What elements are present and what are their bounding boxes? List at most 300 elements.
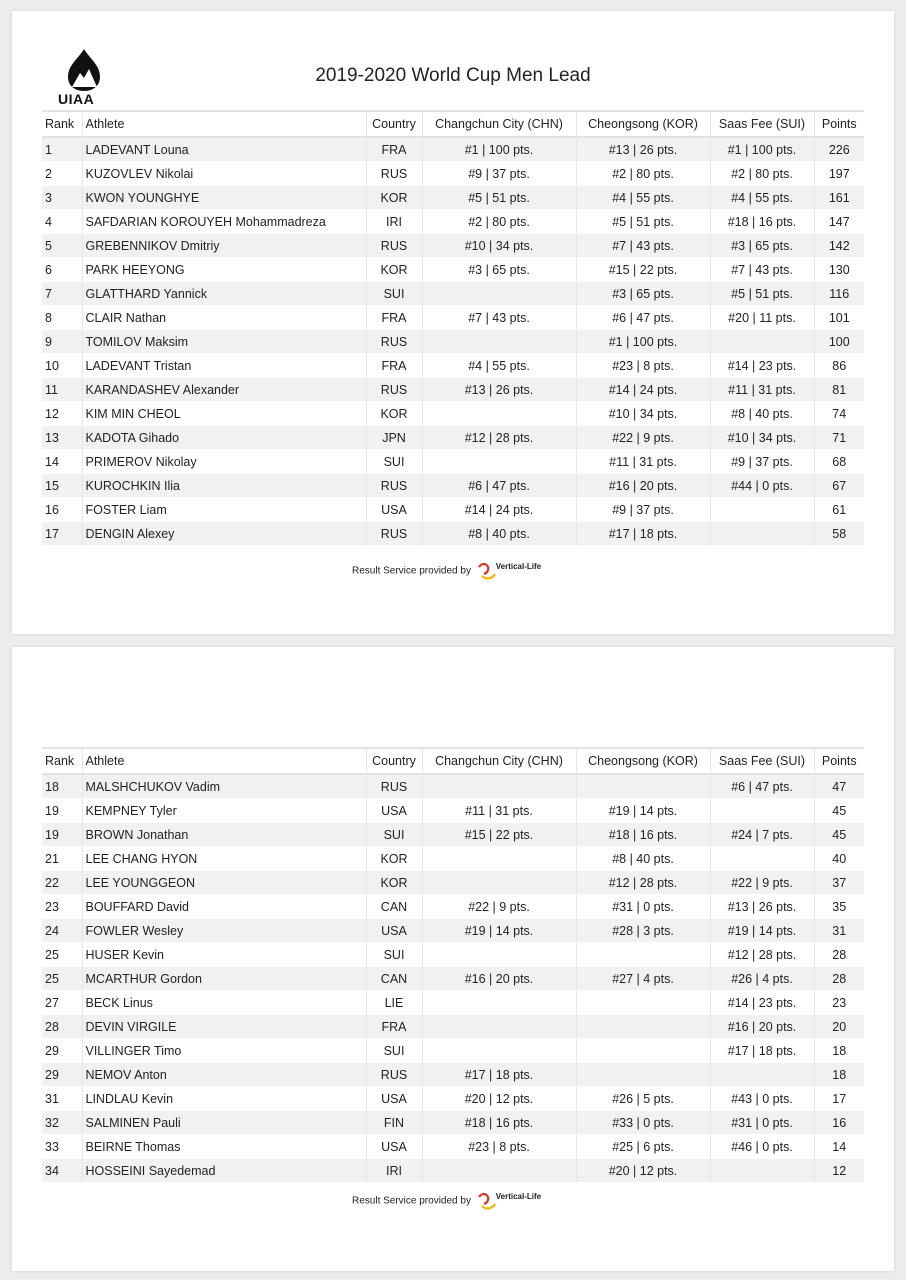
rank-cell: 25 — [42, 943, 82, 967]
changchun-result-cell: #18 | 16 pts. — [422, 1111, 576, 1135]
country-cell: SUI — [366, 943, 422, 967]
cheongsong-result-cell: #27 | 4 pts. — [576, 967, 710, 991]
table-row — [42, 282, 864, 306]
vertical-life-brand: Vertical-Life — [495, 562, 542, 571]
changchun-result-cell: #8 | 40 pts. — [422, 522, 576, 546]
table-row — [42, 919, 864, 943]
country-cell: RUS — [366, 1063, 422, 1087]
cheongsong-result-cell: #8 | 40 pts. — [576, 847, 710, 871]
saas-fee-result-cell: #1 | 100 pts. — [710, 137, 814, 162]
athlete-cell: BECK Linus — [82, 991, 366, 1015]
saas-fee-result-cell: #24 | 7 pts. — [710, 823, 814, 847]
cheongsong-result-cell: #9 | 37 pts. — [576, 498, 710, 522]
saas-fee-result-cell: #31 | 0 pts. — [710, 1111, 814, 1135]
saas-fee-result-cell: #17 | 18 pts. — [710, 1039, 814, 1063]
country-cell: FRA — [366, 1015, 422, 1039]
table-row — [42, 967, 864, 991]
footer-text: Result Service provided by — [352, 1195, 471, 1207]
country-cell: RUS — [366, 330, 422, 354]
vertical-life-logo — [476, 1191, 546, 1211]
rank-cell: 33 — [42, 1135, 82, 1159]
athlete-cell: KEMPNEY Tyler — [82, 799, 366, 823]
athlete-cell: KARANDASHEV Alexander — [82, 378, 366, 402]
changchun-result-cell: #5 | 51 pts. — [422, 186, 576, 210]
vertical-life-brand: Vertical-Life — [495, 1192, 542, 1201]
rank-cell: 2 — [42, 162, 82, 186]
results-table — [42, 110, 864, 546]
country-cell: FRA — [366, 137, 422, 162]
cheongsong-result-cell — [576, 943, 710, 967]
saas-fee-result-cell: #12 | 28 pts. — [710, 943, 814, 967]
points-cell: 45 — [814, 799, 864, 823]
athlete-cell: LEE CHANG HYON — [82, 847, 366, 871]
points-cell: 17 — [814, 1087, 864, 1111]
table-row — [42, 498, 864, 522]
saas-fee-result-cell — [710, 1159, 814, 1183]
header-cheongsong: Cheongsong (KOR) — [576, 111, 710, 137]
athlete-cell: HUSER Kevin — [82, 943, 366, 967]
rank-cell: 15 — [42, 474, 82, 498]
points-cell: 197 — [814, 162, 864, 186]
table-row — [42, 330, 864, 354]
changchun-result-cell: #10 | 34 pts. — [422, 234, 576, 258]
header-athlete: Athlete — [82, 748, 366, 774]
country-cell: RUS — [366, 522, 422, 546]
changchun-result-cell — [422, 282, 576, 306]
cheongsong-result-cell: #7 | 43 pts. — [576, 234, 710, 258]
rank-cell: 5 — [42, 234, 82, 258]
rank-cell: 21 — [42, 847, 82, 871]
table-header-row — [42, 111, 864, 137]
country-cell: USA — [366, 799, 422, 823]
points-cell: 61 — [814, 498, 864, 522]
rank-cell: 3 — [42, 186, 82, 210]
table-row — [42, 450, 864, 474]
points-cell: 100 — [814, 330, 864, 354]
changchun-result-cell: #1 | 100 pts. — [422, 137, 576, 162]
athlete-cell: KADOTA Gihado — [82, 426, 366, 450]
athlete-cell: BROWN Jonathan — [82, 823, 366, 847]
athlete-cell: MALSHCHUKOV Vadim — [82, 774, 366, 799]
country-cell: CAN — [366, 895, 422, 919]
header-country: Country — [366, 748, 422, 774]
saas-fee-result-cell — [710, 522, 814, 546]
country-cell: IRI — [366, 210, 422, 234]
country-cell: SUI — [366, 282, 422, 306]
table-row — [42, 258, 864, 282]
country-cell: FIN — [366, 1111, 422, 1135]
athlete-cell: VILLINGER Timo — [82, 1039, 366, 1063]
header-points: Points — [814, 111, 864, 137]
rank-cell: 13 — [42, 426, 82, 450]
vertical-life-icon — [476, 1191, 498, 1211]
country-cell: SUI — [366, 823, 422, 847]
athlete-cell: BOUFFARD David — [82, 895, 366, 919]
header-athlete: Athlete — [82, 111, 366, 137]
athlete-cell: KUROCHKIN Ilia — [82, 474, 366, 498]
rank-cell: 19 — [42, 823, 82, 847]
country-cell: USA — [366, 498, 422, 522]
rank-cell: 14 — [42, 450, 82, 474]
athlete-cell: LADEVANT Tristan — [82, 354, 366, 378]
athlete-cell: SALMINEN Pauli — [82, 1111, 366, 1135]
result-service-footer — [352, 561, 546, 581]
vertical-life-icon — [476, 561, 498, 581]
country-cell: RUS — [366, 774, 422, 799]
vertical-life-logo — [476, 561, 546, 581]
points-cell: 142 — [814, 234, 864, 258]
points-cell: 130 — [814, 258, 864, 282]
header-saas-fee: Saas Fee (SUI) — [710, 748, 814, 774]
changchun-result-cell — [422, 1039, 576, 1063]
athlete-cell: SAFDARIAN KOROUYEH Mohammadreza — [82, 210, 366, 234]
changchun-result-cell — [422, 847, 576, 871]
cheongsong-result-cell: #11 | 31 pts. — [576, 450, 710, 474]
saas-fee-result-cell: #3 | 65 pts. — [710, 234, 814, 258]
athlete-cell: KWON YOUNGHYE — [82, 186, 366, 210]
cheongsong-result-cell: #18 | 16 pts. — [576, 823, 710, 847]
saas-fee-result-cell: #2 | 80 pts. — [710, 162, 814, 186]
saas-fee-result-cell: #18 | 16 pts. — [710, 210, 814, 234]
cheongsong-result-cell: #5 | 51 pts. — [576, 210, 710, 234]
table-row — [42, 426, 864, 450]
cheongsong-result-cell — [576, 1039, 710, 1063]
changchun-result-cell: #7 | 43 pts. — [422, 306, 576, 330]
cheongsong-result-cell: #31 | 0 pts. — [576, 895, 710, 919]
athlete-cell: MCARTHUR Gordon — [82, 967, 366, 991]
changchun-result-cell — [422, 330, 576, 354]
points-cell: 45 — [814, 823, 864, 847]
changchun-result-cell: #2 | 80 pts. — [422, 210, 576, 234]
table-row — [42, 799, 864, 823]
points-cell: 116 — [814, 282, 864, 306]
table-row — [42, 522, 864, 546]
country-cell: USA — [366, 919, 422, 943]
saas-fee-result-cell — [710, 1063, 814, 1087]
points-cell: 31 — [814, 919, 864, 943]
athlete-cell: DENGIN Alexey — [82, 522, 366, 546]
points-cell: 58 — [814, 522, 864, 546]
changchun-result-cell: #4 | 55 pts. — [422, 354, 576, 378]
athlete-cell: LINDLAU Kevin — [82, 1087, 366, 1111]
cheongsong-result-cell: #20 | 12 pts. — [576, 1159, 710, 1183]
cheongsong-result-cell: #6 | 47 pts. — [576, 306, 710, 330]
points-cell: 14 — [814, 1135, 864, 1159]
saas-fee-result-cell: #8 | 40 pts. — [710, 402, 814, 426]
country-cell: RUS — [366, 474, 422, 498]
table-row — [42, 162, 864, 186]
cheongsong-result-cell — [576, 991, 710, 1015]
points-cell: 226 — [814, 137, 864, 162]
country-cell: FRA — [366, 306, 422, 330]
rank-cell: 32 — [42, 1111, 82, 1135]
cheongsong-result-cell: #10 | 34 pts. — [576, 402, 710, 426]
changchun-result-cell: #12 | 28 pts. — [422, 426, 576, 450]
cheongsong-result-cell: #15 | 22 pts. — [576, 258, 710, 282]
changchun-result-cell — [422, 774, 576, 799]
page-title: 2019-2020 World Cup Men Lead — [315, 65, 591, 86]
cheongsong-result-cell: #4 | 55 pts. — [576, 186, 710, 210]
table-row — [42, 895, 864, 919]
points-cell: 67 — [814, 474, 864, 498]
athlete-cell: CLAIR Nathan — [82, 306, 366, 330]
header-rank: Rank — [42, 748, 82, 774]
table-row — [42, 137, 864, 162]
athlete-cell: KIM MIN CHEOL — [82, 402, 366, 426]
saas-fee-result-cell — [710, 330, 814, 354]
saas-fee-result-cell: #16 | 20 pts. — [710, 1015, 814, 1039]
country-cell: IRI — [366, 1159, 422, 1183]
saas-fee-result-cell: #7 | 43 pts. — [710, 258, 814, 282]
points-cell: 23 — [814, 991, 864, 1015]
cheongsong-result-cell — [576, 1063, 710, 1087]
cheongsong-result-cell: #16 | 20 pts. — [576, 474, 710, 498]
points-cell: 12 — [814, 1159, 864, 1183]
rank-cell: 16 — [42, 498, 82, 522]
table-row — [42, 943, 864, 967]
changchun-result-cell: #6 | 47 pts. — [422, 474, 576, 498]
country-cell: KOR — [366, 258, 422, 282]
rank-cell: 25 — [42, 967, 82, 991]
rank-cell: 23 — [42, 895, 82, 919]
table-row — [42, 1159, 864, 1183]
rank-cell: 27 — [42, 991, 82, 1015]
rank-cell: 19 — [42, 799, 82, 823]
country-cell: USA — [366, 1087, 422, 1111]
athlete-cell: FOWLER Wesley — [82, 919, 366, 943]
header-changchun: Changchun City (CHN) — [422, 748, 576, 774]
table-row — [42, 871, 864, 895]
points-cell: 86 — [814, 354, 864, 378]
saas-fee-result-cell — [710, 799, 814, 823]
athlete-cell: BEIRNE Thomas — [82, 1135, 366, 1159]
athlete-cell: KUZOVLEV Nikolai — [82, 162, 366, 186]
country-cell: SUI — [366, 1039, 422, 1063]
header-country: Country — [366, 111, 422, 137]
cheongsong-result-cell: #13 | 26 pts. — [576, 137, 710, 162]
saas-fee-result-cell — [710, 498, 814, 522]
cheongsong-result-cell: #17 | 18 pts. — [576, 522, 710, 546]
saas-fee-result-cell: #43 | 0 pts. — [710, 1087, 814, 1111]
table-row — [42, 1111, 864, 1135]
country-cell: RUS — [366, 234, 422, 258]
points-cell: 147 — [814, 210, 864, 234]
results-page-1 — [12, 11, 894, 634]
points-cell: 18 — [814, 1039, 864, 1063]
saas-fee-result-cell: #4 | 55 pts. — [710, 186, 814, 210]
cheongsong-result-cell: #23 | 8 pts. — [576, 354, 710, 378]
saas-fee-result-cell: #11 | 31 pts. — [710, 378, 814, 402]
table-row — [42, 354, 864, 378]
cheongsong-result-cell: #33 | 0 pts. — [576, 1111, 710, 1135]
cheongsong-result-cell — [576, 1015, 710, 1039]
country-cell: RUS — [366, 162, 422, 186]
rank-cell: 17 — [42, 522, 82, 546]
rank-cell: 6 — [42, 258, 82, 282]
points-cell: 18 — [814, 1063, 864, 1087]
rank-cell: 22 — [42, 871, 82, 895]
header-cheongsong: Cheongsong (KOR) — [576, 748, 710, 774]
saas-fee-result-cell: #20 | 11 pts. — [710, 306, 814, 330]
cheongsong-result-cell: #22 | 9 pts. — [576, 426, 710, 450]
rank-cell: 4 — [42, 210, 82, 234]
points-cell: 81 — [814, 378, 864, 402]
saas-fee-result-cell: #5 | 51 pts. — [710, 282, 814, 306]
saas-fee-result-cell: #10 | 34 pts. — [710, 426, 814, 450]
athlete-cell: PARK HEEYONG — [82, 258, 366, 282]
country-cell: KOR — [366, 186, 422, 210]
points-cell: 68 — [814, 450, 864, 474]
saas-fee-result-cell: #13 | 26 pts. — [710, 895, 814, 919]
changchun-result-cell: #20 | 12 pts. — [422, 1087, 576, 1111]
cheongsong-result-cell: #2 | 80 pts. — [576, 162, 710, 186]
cheongsong-result-cell: #3 | 65 pts. — [576, 282, 710, 306]
changchun-result-cell — [422, 1015, 576, 1039]
table-row — [42, 991, 864, 1015]
table-row — [42, 1015, 864, 1039]
changchun-result-cell: #13 | 26 pts. — [422, 378, 576, 402]
table-row — [42, 378, 864, 402]
results-table — [42, 747, 864, 1183]
table-row — [42, 1039, 864, 1063]
changchun-result-cell — [422, 1159, 576, 1183]
table-row — [42, 234, 864, 258]
athlete-cell: LEE YOUNGGEON — [82, 871, 366, 895]
country-cell: USA — [366, 1135, 422, 1159]
changchun-result-cell — [422, 402, 576, 426]
rank-cell: 10 — [42, 354, 82, 378]
saas-fee-result-cell: #14 | 23 pts. — [710, 354, 814, 378]
cheongsong-result-cell: #28 | 3 pts. — [576, 919, 710, 943]
table-row — [42, 306, 864, 330]
rank-cell: 31 — [42, 1087, 82, 1111]
table-row — [42, 1135, 864, 1159]
country-cell: KOR — [366, 402, 422, 426]
athlete-cell: GLATTHARD Yannick — [82, 282, 366, 306]
changchun-result-cell — [422, 991, 576, 1015]
saas-fee-result-cell: #26 | 4 pts. — [710, 967, 814, 991]
rank-cell: 1 — [42, 137, 82, 162]
changchun-result-cell: #11 | 31 pts. — [422, 799, 576, 823]
points-cell: 16 — [814, 1111, 864, 1135]
table-row — [42, 847, 864, 871]
table-row — [42, 774, 864, 799]
table-row — [42, 1087, 864, 1111]
table-row — [42, 186, 864, 210]
logo-text: UIAA — [58, 91, 95, 107]
cheongsong-result-cell: #19 | 14 pts. — [576, 799, 710, 823]
athlete-cell: HOSSEINI Sayedemad — [82, 1159, 366, 1183]
country-cell: JPN — [366, 426, 422, 450]
results-body — [42, 774, 864, 1183]
changchun-result-cell: #14 | 24 pts. — [422, 498, 576, 522]
changchun-result-cell: #3 | 65 pts. — [422, 258, 576, 282]
country-cell: KOR — [366, 847, 422, 871]
cheongsong-result-cell — [576, 774, 710, 799]
changchun-result-cell: #16 | 20 pts. — [422, 967, 576, 991]
country-cell: FRA — [366, 354, 422, 378]
table-row — [42, 1063, 864, 1087]
table-row — [42, 474, 864, 498]
athlete-cell: FOSTER Liam — [82, 498, 366, 522]
saas-fee-result-cell: #9 | 37 pts. — [710, 450, 814, 474]
table-header-row — [42, 748, 864, 774]
header-rank: Rank — [42, 111, 82, 137]
points-cell: 71 — [814, 426, 864, 450]
saas-fee-result-cell: #44 | 0 pts. — [710, 474, 814, 498]
rank-cell: 29 — [42, 1039, 82, 1063]
results-body — [42, 137, 864, 546]
result-service-footer — [352, 1191, 546, 1211]
country-cell: CAN — [366, 967, 422, 991]
table-row — [42, 210, 864, 234]
country-cell: LIE — [366, 991, 422, 1015]
cheongsong-result-cell: #12 | 28 pts. — [576, 871, 710, 895]
changchun-result-cell: #22 | 9 pts. — [422, 895, 576, 919]
rank-cell: 24 — [42, 919, 82, 943]
header-changchun: Changchun City (CHN) — [422, 111, 576, 137]
saas-fee-result-cell: #6 | 47 pts. — [710, 774, 814, 799]
country-cell: KOR — [366, 871, 422, 895]
athlete-cell: PRIMEROV Nikolay — [82, 450, 366, 474]
cheongsong-result-cell: #25 | 6 pts. — [576, 1135, 710, 1159]
changchun-result-cell: #9 | 37 pts. — [422, 162, 576, 186]
rank-cell: 29 — [42, 1063, 82, 1087]
cheongsong-result-cell: #14 | 24 pts. — [576, 378, 710, 402]
changchun-result-cell — [422, 450, 576, 474]
athlete-cell: DEVIN VIRGILE — [82, 1015, 366, 1039]
country-cell: SUI — [366, 450, 422, 474]
changchun-result-cell: #15 | 22 pts. — [422, 823, 576, 847]
points-cell: 74 — [814, 402, 864, 426]
points-cell: 35 — [814, 895, 864, 919]
athlete-cell: LADEVANT Louna — [82, 137, 366, 162]
changchun-result-cell — [422, 871, 576, 895]
country-cell: RUS — [366, 378, 422, 402]
rank-cell: 7 — [42, 282, 82, 306]
changchun-result-cell: #23 | 8 pts. — [422, 1135, 576, 1159]
changchun-result-cell: #19 | 14 pts. — [422, 919, 576, 943]
rank-cell: 8 — [42, 306, 82, 330]
points-cell: 161 — [814, 186, 864, 210]
rank-cell: 11 — [42, 378, 82, 402]
cheongsong-result-cell: #1 | 100 pts. — [576, 330, 710, 354]
points-cell: 47 — [814, 774, 864, 799]
saas-fee-result-cell — [710, 847, 814, 871]
points-cell: 37 — [814, 871, 864, 895]
rank-cell: 12 — [42, 402, 82, 426]
table-row — [42, 823, 864, 847]
changchun-result-cell: #17 | 18 pts. — [422, 1063, 576, 1087]
changchun-result-cell — [422, 943, 576, 967]
points-cell: 20 — [814, 1015, 864, 1039]
rank-cell: 34 — [42, 1159, 82, 1183]
saas-fee-result-cell: #19 | 14 pts. — [710, 919, 814, 943]
athlete-cell: NEMOV Anton — [82, 1063, 366, 1087]
footer-text: Result Service provided by — [352, 565, 471, 577]
header-points: Points — [814, 748, 864, 774]
points-cell: 28 — [814, 967, 864, 991]
rank-cell: 9 — [42, 330, 82, 354]
rank-cell: 18 — [42, 774, 82, 799]
saas-fee-result-cell: #14 | 23 pts. — [710, 991, 814, 1015]
saas-fee-result-cell: #46 | 0 pts. — [710, 1135, 814, 1159]
cheongsong-result-cell: #26 | 5 pts. — [576, 1087, 710, 1111]
points-cell: 101 — [814, 306, 864, 330]
saas-fee-result-cell: #22 | 9 pts. — [710, 871, 814, 895]
points-cell: 28 — [814, 943, 864, 967]
header-saas-fee: Saas Fee (SUI) — [710, 111, 814, 137]
